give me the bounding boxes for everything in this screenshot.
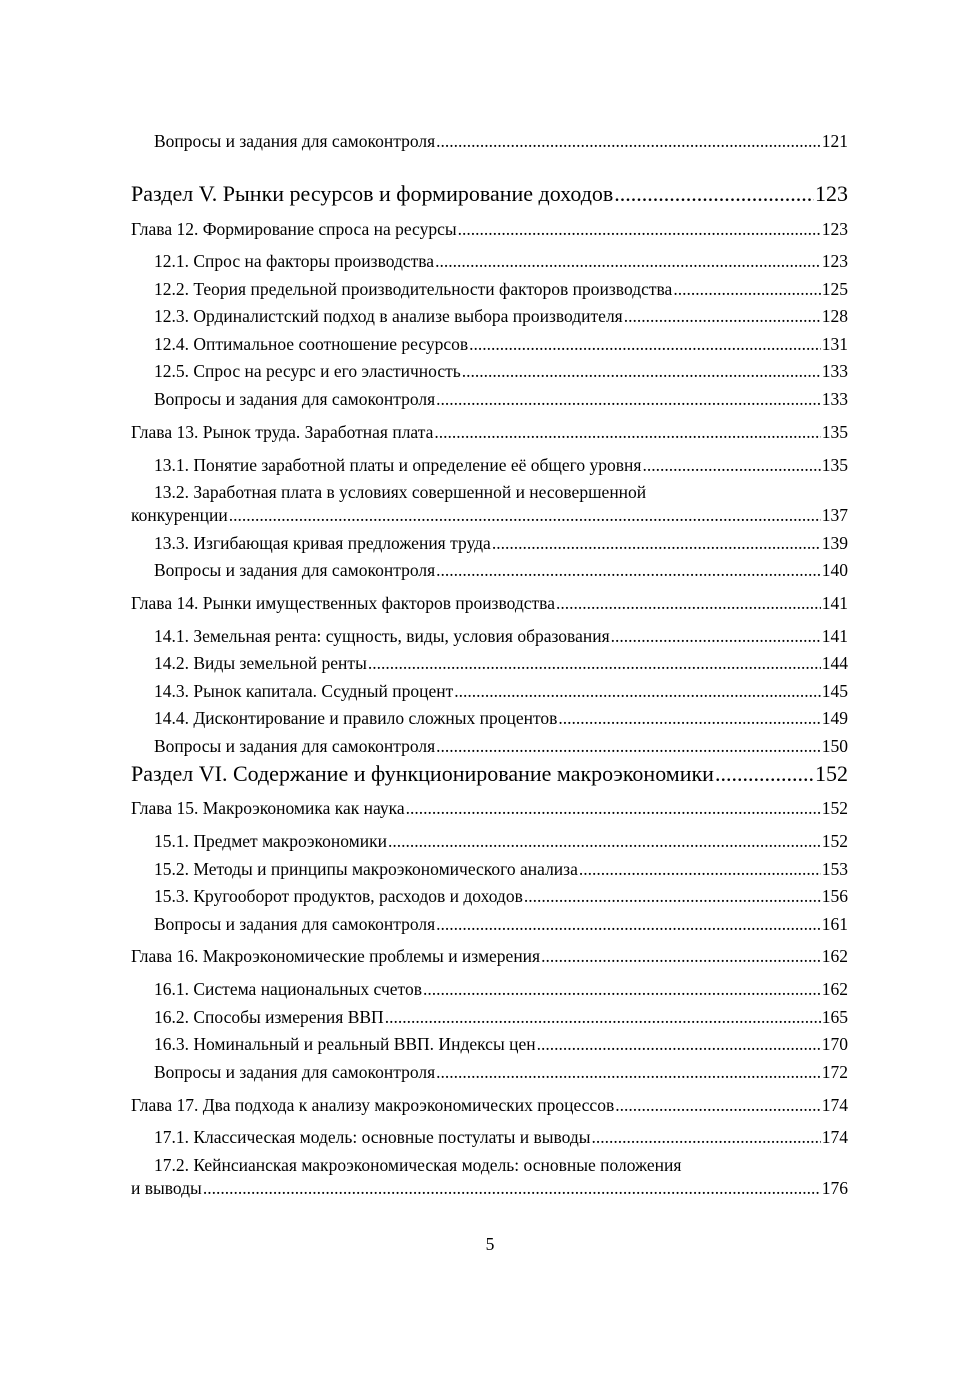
toc-subsection-17-1[interactable]: [154, 1126, 848, 1148]
dot-leader: [388, 830, 821, 852]
toc-section-5[interactable]: [131, 180, 848, 208]
toc-subsection-12-5[interactable]: [154, 360, 848, 382]
toc-subsection-12-1[interactable]: [154, 250, 848, 272]
toc-subsection-15-2[interactable]: [154, 858, 848, 880]
dot-leader: [436, 388, 821, 410]
dot-leader: [385, 1006, 821, 1028]
dot-leader: [615, 1094, 821, 1116]
toc-subsection-14-3[interactable]: [154, 680, 848, 702]
toc-entry-title: конкуренции: [131, 505, 228, 525]
toc-page-number: 176: [821, 1178, 848, 1198]
toc-page-number: 150: [821, 736, 848, 756]
toc-page-number: 133: [821, 361, 848, 381]
toc-entry-title: Вопросы и задания для самоконтроля: [154, 1062, 436, 1082]
dot-leader: [673, 278, 820, 300]
toc-entry-title: 12.3. Ординалистский подход в анализе выбора производителя: [154, 306, 623, 326]
dot-leader: [229, 504, 821, 526]
toc-entry-title: Глава 13. Рынок труда. Заработная плата: [131, 422, 434, 442]
dot-leader: [434, 421, 820, 443]
toc-page-number: 172: [821, 1062, 848, 1082]
toc-page-number: 135: [821, 455, 848, 475]
dot-leader: [492, 532, 821, 554]
toc-subsection-13-3[interactable]: [154, 532, 848, 554]
toc-chapter-17[interactable]: [131, 1094, 848, 1116]
toc-chapter-15[interactable]: [131, 797, 848, 819]
toc-subsection-12-3[interactable]: [154, 305, 848, 327]
toc-subsection-16-3[interactable]: [154, 1033, 848, 1055]
toc-page-number: 174: [821, 1095, 848, 1115]
toc-entry-title: 13.1. Понятие заработной платы и определение её общего уровня: [154, 455, 642, 475]
toc-subsection-16-1[interactable]: [154, 978, 848, 1000]
toc-page-number: 137: [821, 505, 848, 525]
toc-entry-title: 14.2. Виды земельной ренты: [154, 653, 367, 673]
toc-subsection-15-1[interactable]: [154, 830, 848, 852]
toc-entry-title: 12.5. Спрос на ресурс и его эластичность: [154, 361, 461, 381]
toc-page-number: 162: [821, 946, 848, 966]
dot-leader: [458, 218, 821, 240]
dot-leader: [436, 735, 821, 757]
dot-leader: [541, 945, 821, 967]
toc-entry-title: 12.2. Теория предельной производительности факторов производства: [154, 279, 673, 299]
toc-page-number: 153: [821, 859, 848, 879]
toc-page-number: 162: [821, 979, 848, 999]
toc-entry-questions[interactable]: [154, 559, 848, 581]
toc-entry-title: 16.3. Номинальный и реальный ВВП. Индексы цен: [154, 1034, 536, 1054]
toc-page-number: 152: [821, 798, 848, 818]
toc-page-number: 133: [821, 389, 848, 409]
toc-entry-title: Вопросы и задания для самоконтроля: [154, 131, 436, 151]
toc-page-number: 149: [821, 708, 848, 728]
toc-entry-questions[interactable]: [154, 735, 848, 757]
toc-entry-title: Раздел VI. Содержание и функционирование макроэкономики: [131, 761, 714, 786]
toc-entry-title: 13.3. Изгибающая кривая предложения труда: [154, 533, 491, 553]
toc-page-number: 145: [821, 681, 848, 701]
toc-page-number: 123: [815, 181, 848, 206]
dot-leader: [624, 305, 821, 327]
toc-page-number: 140: [821, 560, 848, 580]
dot-leader: [537, 1033, 821, 1055]
dot-leader: [423, 978, 821, 1000]
dot-leader: [558, 707, 820, 729]
toc-entry-title: 12.4. Оптимальное соотношение ресурсов: [154, 334, 469, 354]
dot-leader: [642, 454, 820, 476]
toc-page-number: 139: [821, 533, 848, 553]
dot-leader: [592, 1126, 821, 1148]
toc-entry-title: 15.2. Методы и принципы макроэкономического анализа: [154, 859, 578, 879]
toc-page-number: 144: [821, 653, 848, 673]
dot-leader: [368, 652, 821, 674]
toc-entry-title: 17.1. Классическая модель: основные постулаты и выводы: [154, 1127, 591, 1147]
dot-leader: [462, 360, 821, 382]
dot-leader: [454, 680, 821, 702]
toc-subsection-12-2[interactable]: [154, 278, 848, 300]
toc-entry-title: 15.1. Предмет макроэкономики: [154, 831, 387, 851]
toc-subsection-14-2[interactable]: [154, 652, 848, 674]
dot-leader: [435, 250, 821, 272]
dot-leader: [715, 760, 814, 788]
toc-chapter-16[interactable]: [131, 945, 848, 967]
toc-page-number: 161: [821, 914, 848, 934]
toc-entry-title: 16.1. Система национальных счетов: [154, 979, 422, 999]
toc-entry-questions[interactable]: [154, 913, 848, 935]
dot-leader: [436, 1061, 821, 1083]
toc-chapter-14[interactable]: [131, 592, 848, 614]
toc-page-number: 141: [821, 593, 848, 613]
toc-entry-questions[interactable]: [154, 130, 848, 152]
toc-entry-title: Вопросы и задания для самоконтроля: [154, 736, 436, 756]
toc-entry-title: Глава 17. Два подхода к анализу макроэкономических процессов: [131, 1095, 615, 1115]
toc-page-number: 141: [821, 626, 848, 646]
toc-subsection-14-1[interactable]: [154, 625, 848, 647]
toc-page-number: 156: [821, 886, 848, 906]
toc-entry-questions[interactable]: [154, 1061, 848, 1083]
dot-leader: [524, 885, 821, 907]
toc-chapter-12[interactable]: [131, 218, 848, 240]
toc-section-6[interactable]: [131, 760, 848, 788]
page-number: 5: [485, 1234, 495, 1254]
toc-entry-title: 14.3. Рынок капитала. Ссудный процент: [154, 681, 454, 701]
toc-entry-title: Глава 12. Формирование спроса на ресурсы: [131, 219, 457, 239]
toc-entry-title: 12.1. Спрос на факторы производства: [154, 251, 435, 271]
toc-entry-title: 14.1. Земельная рента: сущность, виды, условия образования: [154, 626, 610, 646]
toc-page-number: 152: [815, 761, 848, 786]
toc-subsection-12-4[interactable]: [154, 333, 848, 355]
toc-page-number: 152: [821, 831, 848, 851]
toc-page-number: 128: [821, 306, 848, 326]
dot-leader: [436, 130, 821, 152]
toc-subsection-17-2[interactable]: [131, 1177, 848, 1199]
toc-page-number: 123: [821, 251, 848, 271]
toc-subsection-16-2[interactable]: [154, 1006, 848, 1028]
toc-subsection-15-3[interactable]: [154, 885, 848, 907]
toc-subsection-14-4[interactable]: [154, 707, 848, 729]
toc-page-number: 121: [821, 131, 848, 151]
toc-page-number: 174: [821, 1127, 848, 1147]
dot-leader: [406, 797, 821, 819]
dot-leader: [203, 1177, 821, 1199]
dot-leader: [469, 333, 821, 355]
toc-entry-title: Глава 14. Рынки имущественных факторов производства: [131, 593, 555, 613]
toc-subsection-13-2[interactable]: [131, 504, 848, 526]
toc-entry-questions[interactable]: [154, 388, 848, 410]
toc-subsection-13-2-line1[interactable]: 13.2. Заработная плата в условиях совершенной и несовершенной: [154, 482, 647, 502]
toc-page-number: 135: [821, 422, 848, 442]
toc-entry-title: Глава 15. Макроэкономика как наука: [131, 798, 405, 818]
dot-leader: [436, 913, 821, 935]
toc-page-number: 125: [821, 279, 848, 299]
dot-leader: [611, 625, 821, 647]
toc-entry-title: Раздел V. Рынки ресурсов и формирование доходов: [131, 181, 614, 206]
toc-page-number: 170: [821, 1034, 848, 1054]
toc-entry-title: 14.4. Дисконтирование и правило сложных процентов: [154, 708, 558, 728]
toc-entry-title: Вопросы и задания для самоконтроля: [154, 560, 436, 580]
toc-entry-title: и выводы: [131, 1178, 202, 1198]
toc-entry-title: Вопросы и задания для самоконтроля: [154, 389, 436, 409]
toc-page-number: 131: [821, 334, 848, 354]
toc-subsection-13-1[interactable]: [154, 454, 848, 476]
dot-leader: [556, 592, 821, 614]
toc-entry-title: Вопросы и задания для самоконтроля: [154, 914, 436, 934]
toc-page-number: 123: [821, 219, 848, 239]
toc-subsection-17-2-line1[interactable]: 17.2. Кейнсианская макроэкономическая модель: основные положения: [154, 1155, 682, 1175]
toc-entry-title: 16.2. Способы измерения ВВП: [154, 1007, 384, 1027]
dot-leader: [579, 858, 821, 880]
toc-page-number: 165: [821, 1007, 848, 1027]
toc-entry-title: 15.3. Кругооборот продуктов, расходов и доходов: [154, 886, 523, 906]
dot-leader: [614, 180, 814, 208]
dot-leader: [436, 559, 821, 581]
toc-entry-title: Глава 16. Макроэкономические проблемы и измерения: [131, 946, 541, 966]
toc-chapter-13[interactable]: [131, 421, 848, 443]
